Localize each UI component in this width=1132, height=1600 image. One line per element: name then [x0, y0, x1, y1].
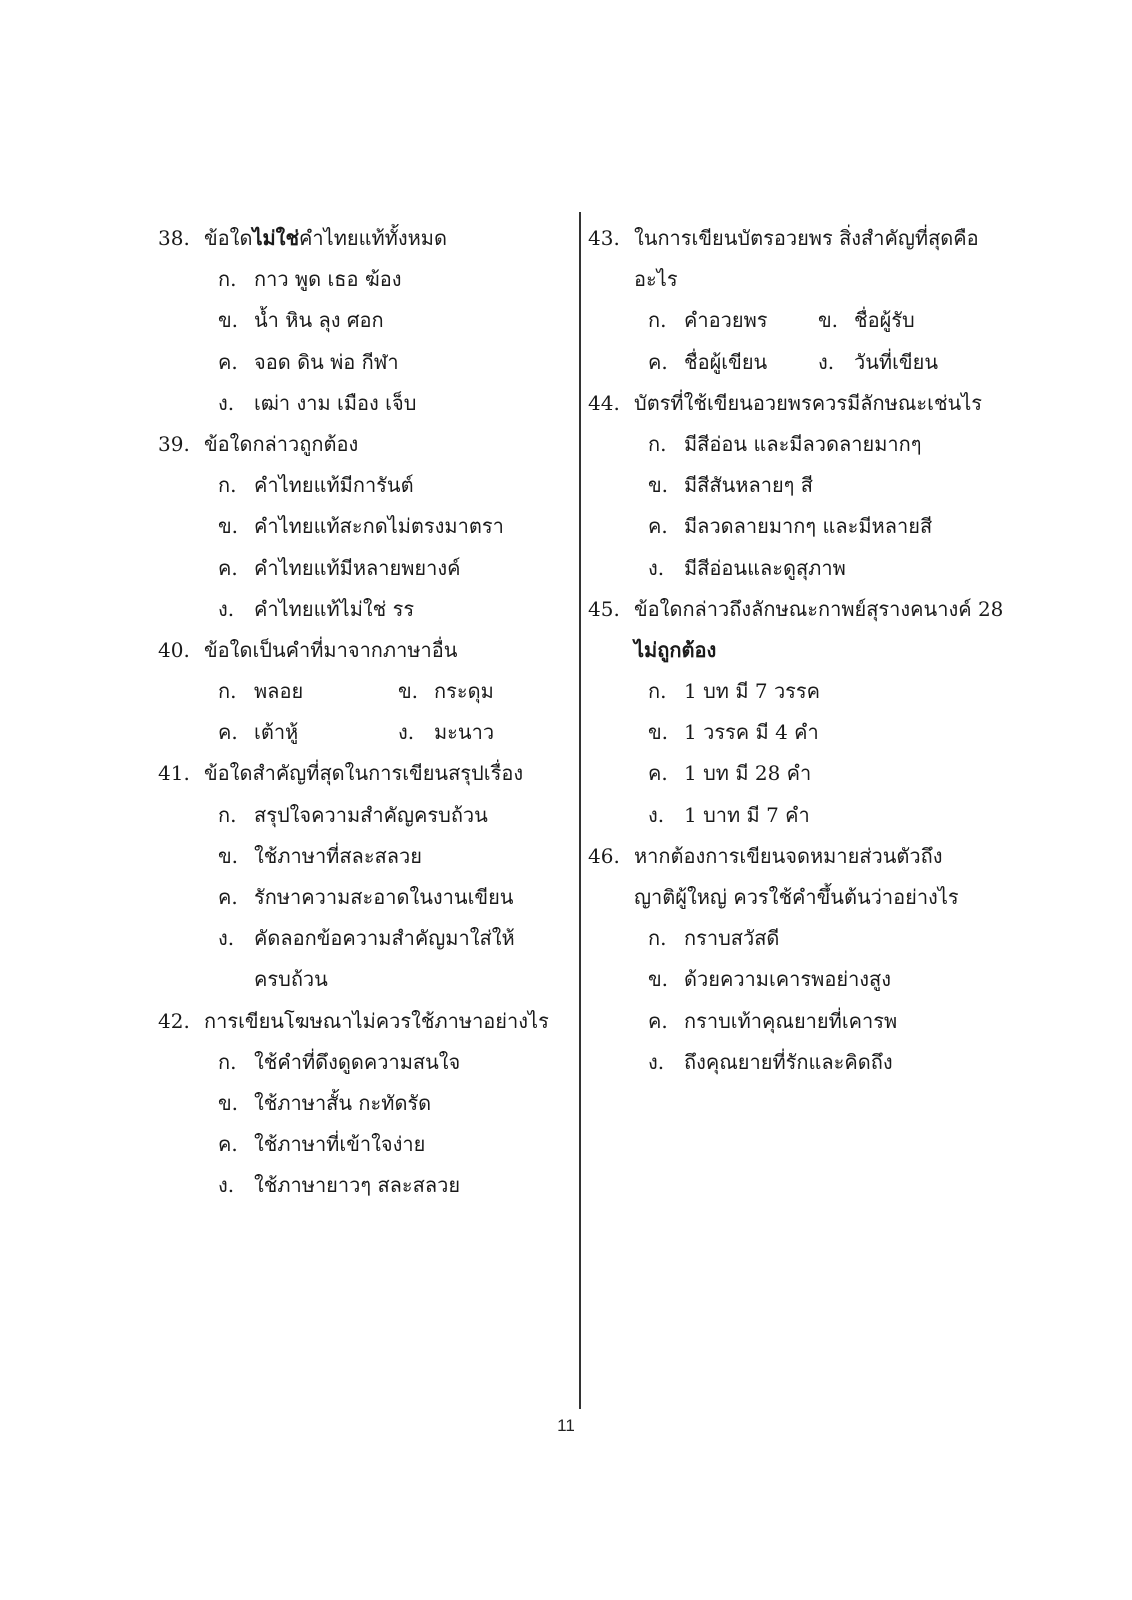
option-text: กระดุม	[434, 679, 494, 704]
question-41	[158, 753, 558, 794]
question-44	[588, 383, 988, 424]
question-number: 44.	[588, 390, 620, 415]
option-letter: ก.	[218, 473, 237, 498]
option-letter: ก.	[648, 308, 667, 333]
option-46-c	[588, 1001, 988, 1042]
option-43-a	[648, 300, 818, 341]
option-38-a	[158, 259, 558, 300]
option-text: กราบเท้าคุณยายที่เคารพ	[684, 1008, 898, 1033]
option-text: ใช้ภาษายาวๆ สละสลวย	[254, 1173, 461, 1198]
option-42-c	[158, 1124, 558, 1165]
option-letter: ข.	[218, 308, 239, 333]
question-46	[588, 836, 988, 877]
option-38-c	[158, 342, 558, 383]
option-41-d-continued: ครบถ้วน	[254, 967, 328, 992]
question-text	[204, 218, 447, 259]
question-text: ในการเขียนบัตรอวยพร สิ่งสำคัญที่สุดคือ	[634, 226, 979, 250]
question-40	[158, 630, 558, 671]
option-text: มีสีสันหลายๆ สี	[684, 473, 813, 498]
option-42-d	[158, 1165, 558, 1206]
question-46-continued: ญาติผู้ใหญ่ ควรใช้คำขึ้นต้นว่าอย่างไร	[634, 885, 959, 909]
option-39-d	[158, 589, 558, 630]
option-letter: ง.	[218, 926, 235, 951]
option-text: มะนาว	[434, 720, 495, 745]
option-letter: ค.	[648, 761, 668, 786]
option-text: คำไทยแท้ไม่ใช่ รร	[254, 596, 415, 621]
option-letter: ค.	[218, 349, 238, 374]
option-text: มีสีอ่อนและดูสุภาพ	[684, 555, 846, 580]
question-text: บัตรที่ใช้เขียนอวยพรควรมีลักษณะเช่นไร	[634, 390, 982, 415]
question-text-part: คำไทยแท้ทั้งหมด	[299, 226, 447, 250]
option-text: 1 วรรค มี 4 คำ	[684, 720, 819, 745]
question-text: การเขียนโฆษณาไม่ควรใช้ภาษาอย่างไร	[204, 1008, 549, 1033]
option-row-43-cd	[588, 342, 988, 383]
option-letter: ง.	[218, 390, 235, 415]
option-text: คำไทยแท้มีหลายพยางค์	[254, 555, 461, 580]
question-text: ข้อใดสำคัญที่สุดในการเขียนสรุปเรื่อง	[204, 761, 524, 786]
option-letter: ข.	[218, 514, 239, 539]
option-text: พลอย	[254, 679, 304, 704]
option-39-a	[158, 465, 558, 506]
option-letter: ง.	[218, 596, 235, 621]
option-letter: ก.	[648, 431, 667, 456]
option-45-a	[588, 671, 988, 712]
option-40-a	[218, 671, 398, 712]
option-text: 1 บท มี 28 คำ	[684, 761, 812, 786]
question-43	[588, 218, 988, 259]
option-letter: ก.	[218, 679, 237, 704]
option-41-c	[158, 877, 558, 918]
option-45-c	[588, 753, 988, 794]
option-letter: ง.	[648, 802, 665, 827]
option-letter: ง.	[818, 349, 835, 374]
option-letter: ก.	[218, 267, 237, 292]
option-letter: ค.	[648, 1008, 668, 1033]
option-letter: ง.	[648, 555, 665, 580]
question-number: 40.	[158, 637, 190, 662]
option-letter: ข.	[218, 1090, 239, 1115]
question-38	[158, 218, 558, 259]
option-letter: ก.	[648, 926, 667, 951]
option-44-d	[588, 548, 988, 589]
option-letter: ค.	[218, 885, 238, 909]
option-text: ถึงคุณยายที่รักและคิดถึง	[684, 1049, 893, 1074]
option-40-c	[218, 712, 398, 753]
option-letter: ข.	[648, 720, 669, 745]
option-40-d	[398, 712, 494, 753]
question-text: หากต้องการเขียนจดหมายส่วนตัวถึง	[634, 843, 943, 868]
option-row-40-ab	[158, 671, 558, 712]
option-39-b	[158, 506, 558, 547]
option-38-b	[158, 300, 558, 341]
option-43-c	[648, 342, 818, 383]
question-number: 41.	[158, 761, 190, 786]
option-text: ใช้ภาษาที่เข้าใจง่าย	[254, 1132, 426, 1157]
question-45-continued	[588, 630, 988, 671]
option-45-b	[588, 712, 988, 753]
option-43-d	[818, 342, 938, 383]
option-letter: ค.	[648, 514, 668, 539]
option-text: ชื่อผู้รับ	[854, 308, 915, 333]
option-44-c	[588, 506, 988, 547]
option-text: สรุปใจความสำคัญครบถ้วน	[254, 802, 488, 827]
question-text: ข้อใดเป็นคำที่มาจากภาษาอื่น	[204, 637, 458, 662]
option-letter: ข.	[218, 843, 239, 868]
question-emphasis: ไม่ถูกต้อง	[634, 637, 717, 662]
option-text: คำไทยแท้มีการันต์	[254, 473, 414, 498]
option-41-d	[158, 918, 558, 959]
option-38-d	[158, 383, 558, 424]
option-text: คำไทยแท้สะกดไม่ตรงมาตรา	[254, 514, 504, 539]
option-text: รักษาความสะอาดในงานเขียน	[254, 885, 514, 909]
option-letter: ข.	[818, 308, 839, 333]
option-42-b	[158, 1083, 558, 1124]
option-41-b	[158, 836, 558, 877]
option-letter: ข.	[648, 967, 669, 992]
option-letter: ก.	[648, 679, 667, 704]
left-column	[158, 218, 558, 1207]
option-letter: ง.	[648, 1049, 665, 1074]
option-text: เต้าหู้	[254, 720, 299, 745]
option-text: ชื่อผู้เขียน	[684, 349, 768, 374]
question-text: ข้อใดกล่าวถูกต้อง	[204, 431, 359, 456]
question-text-part: ข้อใด	[204, 226, 253, 250]
option-row-40-cd	[158, 712, 558, 753]
option-letter: ก.	[218, 802, 237, 827]
option-text: กราบสวัสดี	[684, 926, 780, 951]
page-number: 11	[557, 1416, 575, 1435]
option-44-a	[588, 424, 988, 465]
question-number: 43.	[588, 226, 620, 250]
option-letter: ง.	[398, 720, 415, 745]
option-text: วันที่เขียน	[854, 349, 938, 374]
question-43-continued: อะไร	[634, 267, 678, 292]
question-39	[158, 424, 558, 465]
option-letter: ง.	[218, 1173, 235, 1198]
option-letter: ก.	[218, 1049, 237, 1074]
option-text: ด้วยความเคารพอย่างสูง	[684, 967, 892, 992]
option-letter: ค.	[648, 349, 668, 374]
option-letter: ข.	[398, 679, 419, 704]
option-text: น้ำ หิน ลุง ศอก	[254, 308, 384, 333]
option-text: ใช้คำที่ดึงดูดความสนใจ	[254, 1049, 461, 1074]
option-row-43-ab	[588, 300, 988, 341]
question-45	[588, 589, 1004, 630]
option-text: เฒ่า งาม เมือง เจ็บ	[254, 390, 417, 415]
question-number: 42.	[158, 1008, 190, 1033]
option-43-b	[818, 300, 915, 341]
option-45-d	[588, 795, 988, 836]
option-text: คำอวยพร	[684, 308, 768, 333]
option-text: 1 บท มี 7 วรรค	[684, 679, 821, 704]
question-number: 45.	[588, 596, 620, 621]
question-number: 38.	[158, 226, 190, 250]
option-letter: ค.	[218, 555, 238, 580]
option-text: 1 บาท มี 7 คำ	[684, 802, 810, 827]
option-46-b	[588, 959, 988, 1000]
question-text: ข้อใดกล่าวถึงลักษณะกาพย์สุรางคนางค์ 28	[634, 596, 1004, 621]
question-number: 39.	[158, 431, 190, 456]
option-letter: ค.	[218, 720, 238, 745]
option-text: ใช้ภาษาสั้น กะทัดรัด	[254, 1090, 432, 1115]
option-44-b	[588, 465, 988, 506]
right-column	[588, 218, 1004, 1083]
option-39-c	[158, 548, 558, 589]
option-text: มีลวดลายมากๆ และมีหลายสี	[684, 514, 933, 539]
option-42-a	[158, 1042, 558, 1083]
option-text: คัดลอกข้อความสำคัญมาใส่ให้	[254, 926, 515, 951]
option-46-d	[588, 1042, 988, 1083]
option-40-b	[398, 671, 494, 712]
option-text: ใช้ภาษาที่สละสลวย	[254, 843, 422, 868]
option-text: มีสีอ่อน และมีลวดลายมากๆ	[684, 431, 922, 456]
question-number: 46.	[588, 843, 620, 868]
option-41-a	[158, 795, 558, 836]
option-letter: ค.	[218, 1132, 238, 1157]
option-text: กาว พูด เธอ ฆ้อง	[254, 267, 402, 292]
question-emphasis: ไม่ใช่	[252, 226, 300, 250]
option-46-a	[588, 918, 988, 959]
column-divider	[579, 212, 581, 1409]
option-letter: ข.	[648, 473, 669, 498]
question-42	[158, 1001, 558, 1042]
option-text: จอด ดิน พ่อ กีฬา	[254, 349, 399, 374]
